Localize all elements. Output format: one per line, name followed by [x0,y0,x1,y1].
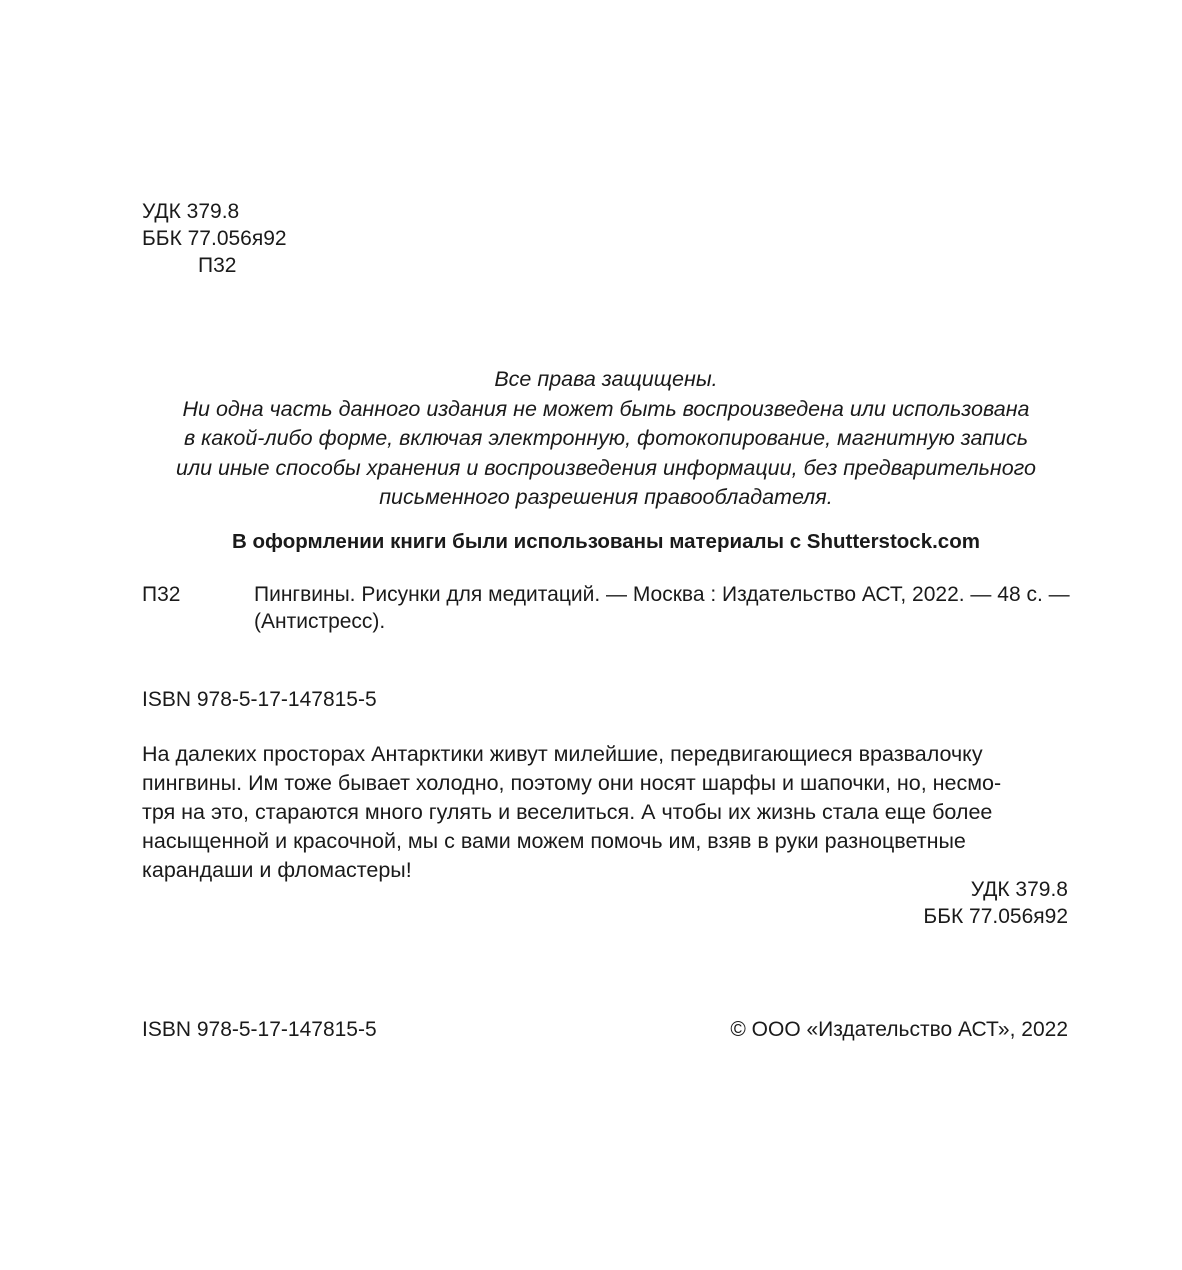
rights-line: Ни одна часть данного издания не может быть воспроизведена или использована [182,396,1030,421]
bibliographic-line: Пингвины. Рисунки для медитаций. — Москва : Издательство АСТ, 2022. — 48 с. — [254,583,1070,606]
bbk-code: ББК 77.056я92 [142,227,287,250]
udk-code: УДК 379.8 [142,200,240,223]
rights-line: в какой-либо форме, включая электронную, фотокопирование, магнитную запись [183,426,1029,450]
bibliographic-mark: П32 [142,583,181,606]
rights-line: или иные способы хранения и воспроизведения информации, без предварительного [175,455,1037,480]
rights-line: Все права защищены. [494,367,718,391]
annotation-line: насыщенной и красочной, мы с вами можем помочь им, взяв в руки разноцветные [142,829,966,853]
bibliographic-line: (Антистресс). [254,610,386,633]
annotation-line: На далеких просторах Антарктики живут милейшие, передвигающиеся вразвалочку [142,742,983,766]
annotation-line: пингвины. Им тоже бывает холодно, поэтому они носят шарфы и шапочки, но, несмо- [142,771,1002,795]
classification-codes-bottom [923,876,1068,930]
udk-code: УДК 379.8 [970,878,1068,901]
bbk-code: ББК 77.056я92 [923,905,1068,928]
copyright-notice: © ООО «Издательство АСТ», 2022 [730,1018,1068,1041]
classification-codes-top [142,198,287,279]
bibliographic-description [254,581,1070,635]
materials-note: В оформлении книги были использованы материалы с Shutterstock.com [232,530,980,553]
annotation-line: тря на это, стараются много гулять и веселиться. А чтобы их жизнь стала еще более [142,800,993,824]
isbn-top: ISBN 978-5-17-147815-5 [142,688,377,711]
rights-notice [140,365,1072,513]
author-mark: П32 [198,254,237,277]
annotation [142,740,1001,885]
rights-line: письменного разрешения правообладателя. [379,485,833,509]
isbn-bottom: ISBN 978-5-17-147815-5 [142,1018,377,1041]
annotation-line: карандаши и фломастеры! [142,858,412,882]
